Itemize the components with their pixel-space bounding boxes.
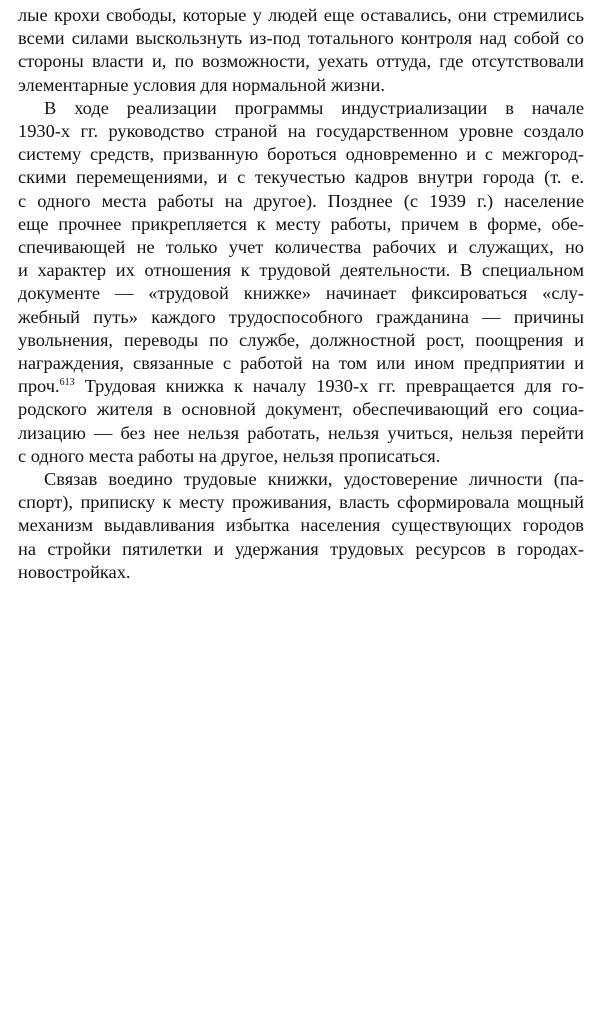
text-line: спечивающей не только учет количества рабочих и служащих, но [18,237,584,258]
text-fragment: Трудовая книжка к началу 1930-х гг. превращается для го- [74,376,584,397]
text-line: механизм выдавливания избытка населения существующих городов [18,515,584,536]
text-line: лые крохи свободы, которые у людей еще оставались, они стремились [18,5,584,25]
text-line: спорт), приписку к месту проживания, власть сформировала мощный [18,492,584,513]
text-line: В ходе реализации программы индустриализации в начале [44,97,584,118]
document-page [18,4,584,584]
paragraph-2 [18,97,584,468]
text-line: стороны власти и, по возможности, уехать оттуда, где отсутствовали [18,51,584,72]
text-line: систему средств, призванную бороться одновременно и с межгород- [18,144,584,165]
text-line: 1930-х гг. руководство страной на государственном уровне создало [18,121,584,142]
text-line: элементарные условия для нормальной жизни. [18,74,385,95]
text-line: скими перемещениями, и с текучестью кадров внутри города (т. е. [18,167,584,188]
text-line: с одного места работы на другое, нельзя прописаться. [18,445,441,466]
text-line: Связав воедино трудовые книжки, удостоверение личности (па- [44,469,584,490]
text-line: на стройки пятилетки и удержания трудовых ресурсов в городах- [18,538,584,559]
text-line: родского жителя в основной документ, обеспечивающий его социа- [18,399,584,420]
text-line: жебный путь» каждого трудоспособного гражданина — причины [18,306,584,327]
text-line: и характер их отношения к трудовой деятельности. В специальном [18,260,584,281]
text-line: награждения, связанные с работой на том или ином предприятии и [18,353,584,374]
text-line: еще прочнее прикрепляется к месту работы, причем в форме, обе- [18,213,584,234]
text-line: всеми силами выскользнуть из-под тотального контроля над собой со [18,28,584,49]
paragraph-3 [18,468,584,584]
paragraph-1 [18,4,584,97]
text-line: увольнения, переводы по службе, должностной рост, поощрения и [18,329,584,350]
text-line: документе — «трудовой книжке» начинает фиксироваться «слу- [18,283,584,304]
text-line-with-footnote [18,375,584,398]
text-line: новостройках. [18,561,131,582]
text-fragment: проч. [18,376,60,397]
text-line: лизацию — без нее нельзя работать, нельзя учиться, нельзя перейти [18,422,584,443]
footnote-reference[interactable]: 613 [59,377,75,389]
text-line: с одного места работы на другое). Позднее (с 1939 г.) население [18,190,584,211]
